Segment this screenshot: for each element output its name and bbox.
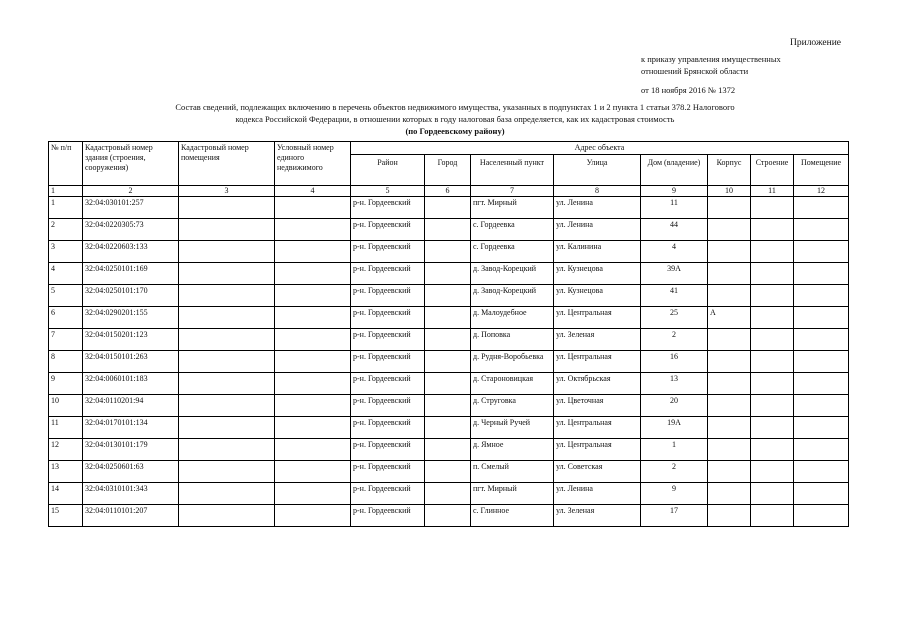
- cell-conditional-number: [275, 197, 351, 219]
- cell-room-cadastral: [179, 263, 275, 285]
- order-reference-line: к приказу управления имущественных: [641, 54, 781, 64]
- cell-building: [708, 197, 751, 219]
- cell-room: [794, 329, 849, 351]
- cell-street: ул. Калинина: [554, 241, 641, 263]
- cell-city: [425, 329, 471, 351]
- cell-district: р-н. Гордеевский: [351, 483, 425, 505]
- cell-cadastral-number: 32:04:0250101:169: [83, 263, 179, 285]
- cell-city: [425, 307, 471, 329]
- column-number: 9: [641, 186, 708, 197]
- cell-district: р-н. Гордеевский: [351, 351, 425, 373]
- table-row: [49, 197, 849, 219]
- cell-building: [708, 219, 751, 241]
- cell-building: [708, 329, 751, 351]
- column-number: 1: [49, 186, 83, 197]
- cell-conditional-number: [275, 219, 351, 241]
- cell-locality: с. Глинное: [471, 505, 554, 527]
- cell-house: 1: [641, 439, 708, 461]
- cell-locality: с. Гордеевка: [471, 219, 554, 241]
- table-row: [49, 505, 849, 527]
- column-number: 4: [275, 186, 351, 197]
- cell-house: 20: [641, 395, 708, 417]
- cell-locality: д. Черный Ручей: [471, 417, 554, 439]
- cell-number: 13: [49, 461, 83, 483]
- cell-locality: д. Рудня-Воробьевка: [471, 351, 554, 373]
- cell-district: р-н. Гордеевский: [351, 197, 425, 219]
- cell-conditional-number: [275, 285, 351, 307]
- column-number: 10: [708, 186, 751, 197]
- cell-city: [425, 439, 471, 461]
- cell-city: [425, 373, 471, 395]
- cell-city: [425, 263, 471, 285]
- cell-room-cadastral: [179, 461, 275, 483]
- cell-room-cadastral: [179, 285, 275, 307]
- cell-room: [794, 241, 849, 263]
- cell-cadastral-number: 32:04:030101:257: [83, 197, 179, 219]
- cell-building: [708, 483, 751, 505]
- cell-street: ул. Ленина: [554, 483, 641, 505]
- cell-street: ул. Центральная: [554, 439, 641, 461]
- cell-structure: [751, 483, 794, 505]
- header-conditional-number: Условный номер единого недвижимого: [275, 142, 351, 186]
- cell-room: [794, 461, 849, 483]
- cell-street: ул. Ленина: [554, 197, 641, 219]
- cell-district: р-н. Гордеевский: [351, 241, 425, 263]
- cell-conditional-number: [275, 241, 351, 263]
- cell-locality: с. Гордеевка: [471, 241, 554, 263]
- cell-room-cadastral: [179, 197, 275, 219]
- column-number: 11: [751, 186, 794, 197]
- cell-house: 2: [641, 461, 708, 483]
- cell-street: ул. Кузнецова: [554, 285, 641, 307]
- table-row: [49, 307, 849, 329]
- cell-cadastral-number: 32:04:0130101:179: [83, 439, 179, 461]
- cell-city: [425, 395, 471, 417]
- cell-city: [425, 241, 471, 263]
- cell-locality: д. Староновицкая: [471, 373, 554, 395]
- cell-locality: д. Струговка: [471, 395, 554, 417]
- cell-conditional-number: [275, 505, 351, 527]
- header-locality: Населенный пункт: [471, 155, 554, 186]
- cell-street: ул. Кузнецова: [554, 263, 641, 285]
- cell-number: 9: [49, 373, 83, 395]
- cell-city: [425, 351, 471, 373]
- cell-room-cadastral: [179, 241, 275, 263]
- cell-structure: [751, 329, 794, 351]
- header-building: Корпус: [708, 155, 751, 186]
- cell-house: 4: [641, 241, 708, 263]
- column-number: 8: [554, 186, 641, 197]
- header-district: Район: [351, 155, 425, 186]
- cell-room-cadastral: [179, 439, 275, 461]
- cell-cadastral-number: 32:04:0250101:170: [83, 285, 179, 307]
- table-row: [49, 373, 849, 395]
- cell-cadastral-number: 32:04:0150101:263: [83, 351, 179, 373]
- cell-city: [425, 197, 471, 219]
- cell-street: ул. Зеленая: [554, 505, 641, 527]
- cell-street: ул. Центральная: [554, 417, 641, 439]
- order-reference-line: отношений Брянской области: [641, 66, 749, 76]
- cell-city: [425, 417, 471, 439]
- cell-street: ул. Зеленая: [554, 329, 641, 351]
- cell-district: р-н. Гордеевский: [351, 329, 425, 351]
- cell-number: 14: [49, 483, 83, 505]
- cell-room-cadastral: [179, 395, 275, 417]
- cell-conditional-number: [275, 351, 351, 373]
- table-row: [49, 285, 849, 307]
- table-row: [49, 395, 849, 417]
- column-number: 3: [179, 186, 275, 197]
- cell-room: [794, 373, 849, 395]
- cell-house: 17: [641, 505, 708, 527]
- cell-street: ул. Советская: [554, 461, 641, 483]
- cell-structure: [751, 373, 794, 395]
- cell-room-cadastral: [179, 329, 275, 351]
- cell-building: [708, 417, 751, 439]
- cell-district: р-н. Гордеевский: [351, 417, 425, 439]
- cell-house: 44: [641, 219, 708, 241]
- cell-structure: [751, 285, 794, 307]
- cell-structure: [751, 351, 794, 373]
- cell-conditional-number: [275, 483, 351, 505]
- cell-room-cadastral: [179, 373, 275, 395]
- cell-room-cadastral: [179, 505, 275, 527]
- cell-room: [794, 417, 849, 439]
- cell-cadastral-number: 32:04:0290201:155: [83, 307, 179, 329]
- cell-district: р-н. Гордеевский: [351, 505, 425, 527]
- cell-locality: д. Завод-Корецкий: [471, 285, 554, 307]
- cell-conditional-number: [275, 263, 351, 285]
- cell-city: [425, 219, 471, 241]
- column-number: 7: [471, 186, 554, 197]
- cell-house: 9: [641, 483, 708, 505]
- cell-district: р-н. Гордеевский: [351, 461, 425, 483]
- cell-locality: д. Ямное: [471, 439, 554, 461]
- header-num: № п/п: [49, 142, 83, 186]
- property-registry-table: [48, 141, 849, 527]
- cell-conditional-number: [275, 417, 351, 439]
- cell-number: 4: [49, 263, 83, 285]
- cell-conditional-number: [275, 439, 351, 461]
- cell-district: р-н. Гордеевский: [351, 285, 425, 307]
- cell-city: [425, 461, 471, 483]
- cell-house: 13: [641, 373, 708, 395]
- cell-street: ул. Центральная: [554, 351, 641, 373]
- cell-number: 15: [49, 505, 83, 527]
- header-cadastral-building: Кадастровый номер здания (строения, сооружения): [83, 142, 179, 186]
- table-row: [49, 241, 849, 263]
- cell-building: [708, 373, 751, 395]
- cell-room: [794, 197, 849, 219]
- cell-street: ул. Цветочная: [554, 395, 641, 417]
- cell-building: [708, 395, 751, 417]
- cell-house: 39А: [641, 263, 708, 285]
- column-number: 5: [351, 186, 425, 197]
- cell-room-cadastral: [179, 351, 275, 373]
- cell-building: [708, 351, 751, 373]
- cell-district: р-н. Гордеевский: [351, 439, 425, 461]
- cell-cadastral-number: 32:04:0170101:134: [83, 417, 179, 439]
- cell-cadastral-number: 32:04:0220305:73: [83, 219, 179, 241]
- cell-number: 3: [49, 241, 83, 263]
- cell-house: 2: [641, 329, 708, 351]
- table-row: [49, 329, 849, 351]
- cell-room: [794, 219, 849, 241]
- cell-cadastral-number: 32:04:0110201:94: [83, 395, 179, 417]
- cell-room: [794, 307, 849, 329]
- cell-structure: [751, 197, 794, 219]
- cell-building: А: [708, 307, 751, 329]
- heading-line: кодекса Российской Федерации, в отношении которых в году налоговая база определяется, как их кадастровая стоимость: [235, 114, 675, 124]
- cell-room-cadastral: [179, 219, 275, 241]
- order-reference: [641, 53, 781, 77]
- cell-locality: п. Смелый: [471, 461, 554, 483]
- cell-cadastral-number: 32:04:0060101:183: [83, 373, 179, 395]
- cell-conditional-number: [275, 461, 351, 483]
- cell-structure: [751, 263, 794, 285]
- table-row: [49, 219, 849, 241]
- cell-district: р-н. Гордеевский: [351, 219, 425, 241]
- cell-locality: д. Поповка: [471, 329, 554, 351]
- column-number: 12: [794, 186, 849, 197]
- heading-line: Состав сведений, подлежащих включению в перечень объектов недвижимого имущества, указанных в подпунктах 1 и 2 пункта 1 статьи 378.2 Налогового: [175, 102, 735, 112]
- cell-locality: д. Малоудебное: [471, 307, 554, 329]
- table-row: [49, 351, 849, 373]
- cell-conditional-number: [275, 329, 351, 351]
- cell-structure: [751, 461, 794, 483]
- cell-cadastral-number: 32:04:0110101:207: [83, 505, 179, 527]
- cell-city: [425, 285, 471, 307]
- cell-room: [794, 263, 849, 285]
- cell-structure: [751, 241, 794, 263]
- column-numbers-row: [49, 186, 849, 197]
- header-street: Улица: [554, 155, 641, 186]
- cell-number: 12: [49, 439, 83, 461]
- cell-district: р-н. Гордеевский: [351, 307, 425, 329]
- cell-number: 6: [49, 307, 83, 329]
- cell-structure: [751, 395, 794, 417]
- cell-structure: [751, 307, 794, 329]
- table-row: [49, 483, 849, 505]
- cell-house: 16: [641, 351, 708, 373]
- cell-room: [794, 285, 849, 307]
- cell-number: 7: [49, 329, 83, 351]
- cell-cadastral-number: 32:04:0150201:123: [83, 329, 179, 351]
- cell-structure: [751, 219, 794, 241]
- cell-structure: [751, 505, 794, 527]
- cell-building: [708, 505, 751, 527]
- cell-house: 19А: [641, 417, 708, 439]
- cell-building: [708, 285, 751, 307]
- header-structure: Строение: [751, 155, 794, 186]
- table-row: [49, 461, 849, 483]
- cell-district: р-н. Гордеевский: [351, 373, 425, 395]
- cell-room: [794, 395, 849, 417]
- cell-building: [708, 461, 751, 483]
- cell-conditional-number: [275, 395, 351, 417]
- cell-house: 11: [641, 197, 708, 219]
- cell-room-cadastral: [179, 417, 275, 439]
- heading-district: (по Гордеевскому району): [405, 126, 505, 136]
- cell-room: [794, 439, 849, 461]
- header-cadastral-room: Кадастровый номер помещения: [179, 142, 275, 186]
- document-heading: [60, 101, 850, 137]
- cell-city: [425, 505, 471, 527]
- header-address: Адрес объекта: [351, 142, 849, 155]
- cell-room: [794, 351, 849, 373]
- cell-number: 8: [49, 351, 83, 373]
- cell-number: 11: [49, 417, 83, 439]
- appendix-title: Приложение: [790, 38, 841, 48]
- cell-structure: [751, 417, 794, 439]
- cell-room: [794, 505, 849, 527]
- header-city: Город: [425, 155, 471, 186]
- cell-district: р-н. Гордеевский: [351, 395, 425, 417]
- table-row: [49, 263, 849, 285]
- cell-cadastral-number: 32:04:0220603:133: [83, 241, 179, 263]
- column-number: 2: [83, 186, 179, 197]
- cell-house: 41: [641, 285, 708, 307]
- column-number: 6: [425, 186, 471, 197]
- cell-number: 10: [49, 395, 83, 417]
- cell-locality: д. Завод-Корецкий: [471, 263, 554, 285]
- cell-conditional-number: [275, 307, 351, 329]
- cell-locality: пгт. Мирный: [471, 483, 554, 505]
- cell-number: 2: [49, 219, 83, 241]
- header-house: Дом (владение): [641, 155, 708, 186]
- cell-street: ул. Октябрьская: [554, 373, 641, 395]
- cell-building: [708, 241, 751, 263]
- cell-district: р-н. Гордеевский: [351, 263, 425, 285]
- cell-building: [708, 263, 751, 285]
- cell-street: ул. Ленина: [554, 219, 641, 241]
- cell-house: 25: [641, 307, 708, 329]
- table-row: [49, 417, 849, 439]
- cell-cadastral-number: 32:04:0310101:343: [83, 483, 179, 505]
- cell-room: [794, 483, 849, 505]
- cell-conditional-number: [275, 373, 351, 395]
- order-date: от 18 ноября 2016 № 1372: [641, 85, 736, 95]
- cell-city: [425, 483, 471, 505]
- table-row: [49, 439, 849, 461]
- cell-locality: пгт. Мирный: [471, 197, 554, 219]
- cell-number: 1: [49, 197, 83, 219]
- cell-street: ул. Центральная: [554, 307, 641, 329]
- cell-building: [708, 439, 751, 461]
- cell-room-cadastral: [179, 483, 275, 505]
- cell-structure: [751, 439, 794, 461]
- cell-number: 5: [49, 285, 83, 307]
- cell-room-cadastral: [179, 307, 275, 329]
- cell-cadastral-number: 32:04:0250601:63: [83, 461, 179, 483]
- header-room: Помещение: [794, 155, 849, 186]
